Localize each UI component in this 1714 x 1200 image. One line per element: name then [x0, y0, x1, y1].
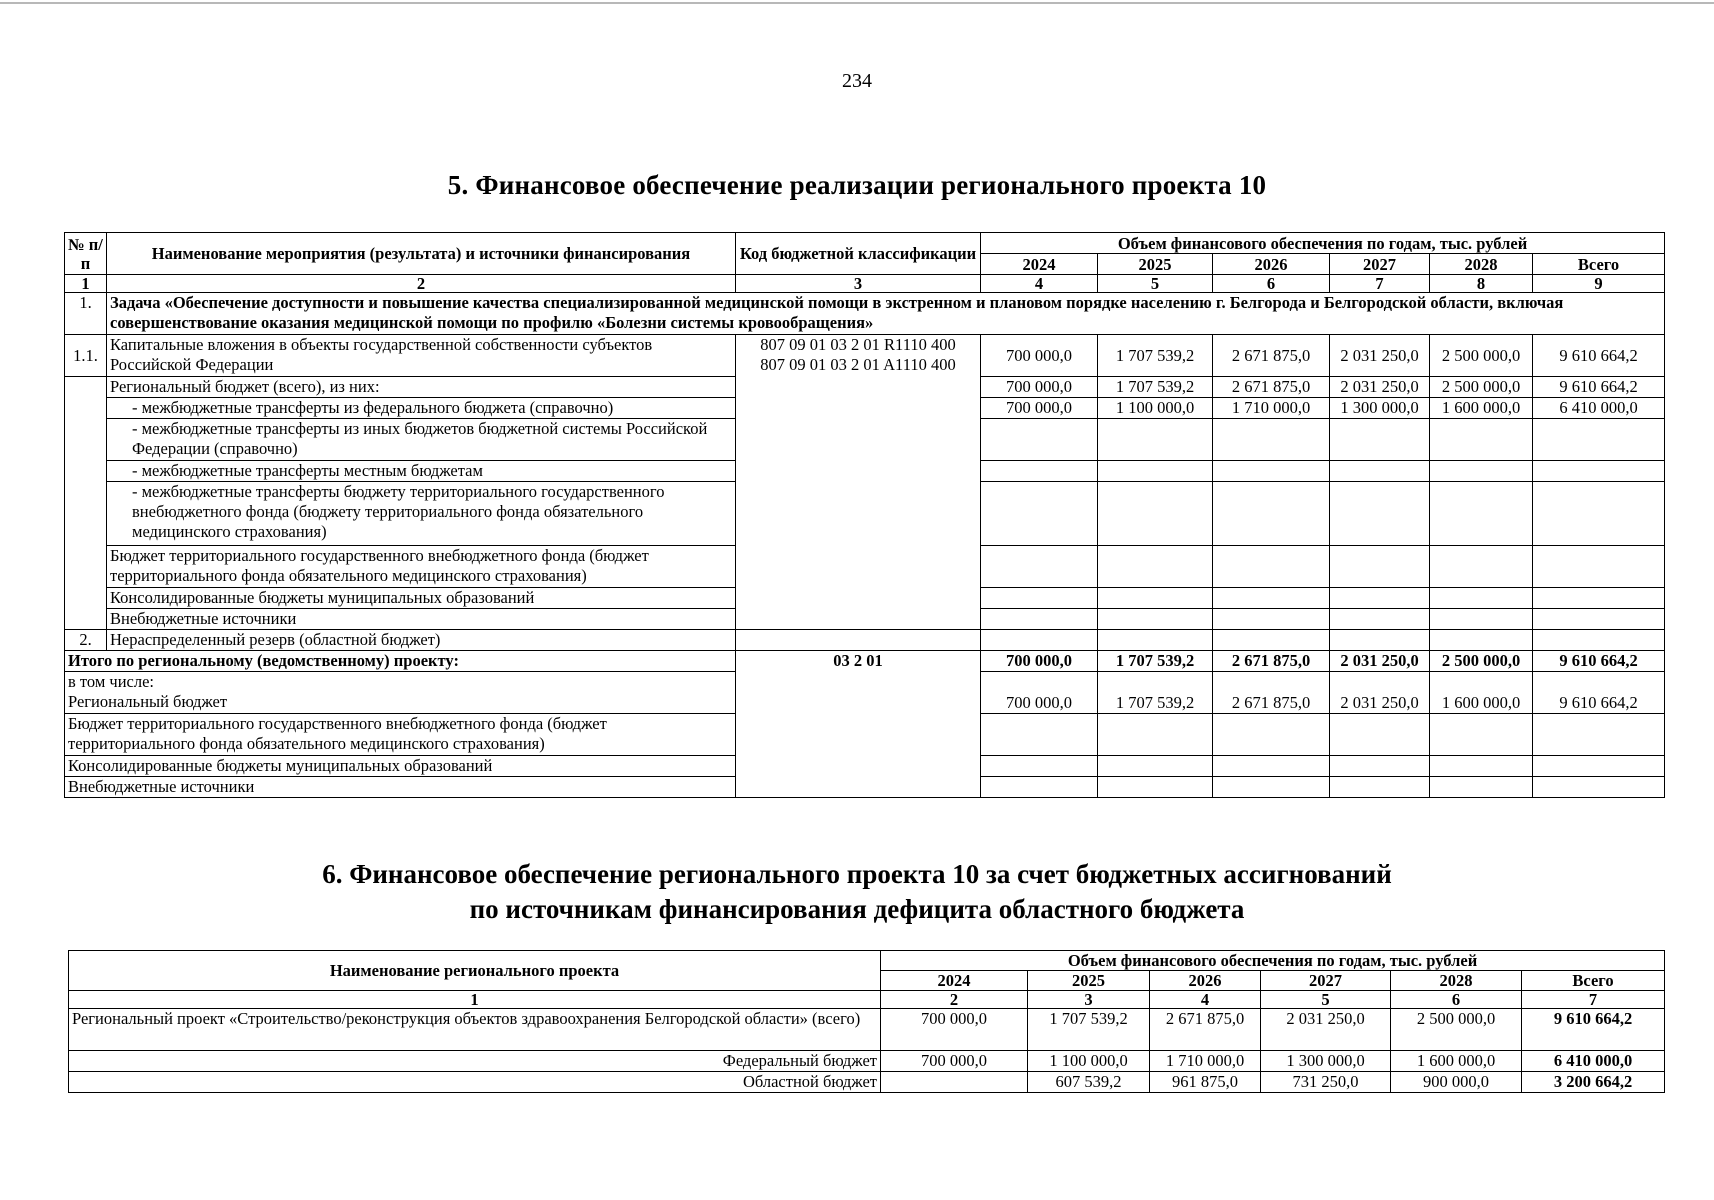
empty-cell — [736, 630, 981, 651]
value-cell: 2 031 250,0 — [1330, 335, 1430, 377]
column-index: 6 — [1213, 275, 1330, 293]
column-index: 8 — [1430, 275, 1533, 293]
row-label: Консолидированные бюджеты муниципальных образований — [107, 588, 736, 609]
empty-cell — [1430, 756, 1533, 777]
row-label: Региональный бюджет (всего), из них: — [107, 377, 736, 398]
empty-cell — [981, 630, 1098, 651]
empty-cell — [1213, 461, 1330, 482]
empty-cell — [1430, 588, 1533, 609]
value-cell: 700 000,0 — [981, 335, 1098, 377]
value-cell: 1 600 000,0 — [1430, 398, 1533, 419]
empty-cell — [1533, 777, 1665, 798]
value-cell: 731 250,0 — [1261, 1072, 1391, 1093]
task-text: Задача «Обеспечение доступности и повышение качества специализированной медицинской помощи в экстренном и плановом порядке населению г. Белгорода и Белгородской области, включая совершенствование оказания медицинской помощи по профилю «Болезни системы кровообращения» — [107, 293, 1665, 335]
empty-cell — [1098, 756, 1213, 777]
column-index: 6 — [1391, 991, 1522, 1009]
column-index: 3 — [736, 275, 981, 293]
empty-cell — [1213, 777, 1330, 798]
row-label: Бюджет территориального государственного внебюджетного фонда (бюджет территориального фонда обязательного медицинского страхования) — [65, 714, 736, 756]
empty-cell — [1213, 609, 1330, 630]
column-index: 9 — [1533, 275, 1665, 293]
empty-cell — [1533, 419, 1665, 461]
column-index: 2 — [881, 991, 1028, 1009]
total-value: 2 500 000,0 — [1430, 651, 1533, 672]
total-value: 700 000,0 — [981, 651, 1098, 672]
empty-cell — [1098, 714, 1213, 756]
value-cell: 9 610 664,2 — [1533, 335, 1665, 377]
total-value: 2 031 250,0 — [1330, 651, 1430, 672]
value-cell: 1 707 539,2 — [1098, 672, 1213, 714]
row-label: Внебюджетные источники — [107, 609, 736, 630]
empty-cell — [1533, 482, 1665, 546]
empty-cell — [1330, 461, 1430, 482]
value-cell: 1 707 539,2 — [1098, 335, 1213, 377]
empty-cell — [1330, 756, 1430, 777]
column-index: 2 — [107, 275, 736, 293]
value-cell: 2 671 875,0 — [1213, 377, 1330, 398]
value-cell: 900 000,0 — [1391, 1072, 1522, 1093]
empty-cell — [981, 609, 1098, 630]
column-index: 7 — [1330, 275, 1430, 293]
row-label: Бюджет территориального государственного внебюджетного фонда (бюджет территориального фонда обязательного медицинского страхования) — [107, 546, 736, 588]
empty-cell — [981, 777, 1098, 798]
total-value: 9 610 664,2 — [1533, 651, 1665, 672]
section5-table — [64, 232, 1665, 798]
row-label: - межбюджетные трансферты из иных бюджетов бюджетной системы Российской Федерации (справочно) — [107, 419, 736, 461]
header-total: Всего — [1522, 971, 1665, 991]
header-year: 2024 — [881, 971, 1028, 991]
total-label: Итого по региональному (ведомственному) проекту: — [65, 651, 736, 672]
value-cell: 1 300 000,0 — [1261, 1051, 1391, 1072]
header-year: 2027 — [1330, 254, 1430, 275]
row-label: - межбюджетные трансферты бюджету территориального государственного внебюджетного фонда (бюджету территориального фонда обязательного медицинского страхования) — [107, 482, 736, 546]
header-name: Наименование регионального проекта — [69, 951, 881, 991]
empty-cell — [981, 588, 1098, 609]
empty-cell — [1213, 419, 1330, 461]
column-index: 1 — [69, 991, 881, 1009]
column-index: 5 — [1098, 275, 1213, 293]
value-cell: 700 000,0 — [981, 377, 1098, 398]
header-name: Наименование мероприятия (результата) и источники финансирования — [107, 233, 736, 275]
value-cell: 2 671 875,0 — [1213, 335, 1330, 377]
header-total: Всего — [1533, 254, 1665, 275]
value-cell: 700 000,0 — [981, 398, 1098, 419]
value-cell: 1 600 000,0 — [1430, 672, 1533, 714]
empty-cell — [1430, 461, 1533, 482]
empty-cell — [1430, 630, 1533, 651]
empty-cell — [1330, 546, 1430, 588]
empty-cell — [1430, 714, 1533, 756]
empty-cell — [1098, 588, 1213, 609]
item-number: 1.1. — [65, 335, 107, 377]
budget-code-line: 807 09 01 03 2 01 R1110 400 — [760, 335, 956, 354]
header-year: 2026 — [1150, 971, 1261, 991]
header-year: 2026 — [1213, 254, 1330, 275]
empty-cell — [981, 419, 1098, 461]
value-cell — [881, 1072, 1028, 1093]
value-cell: 2 031 250,0 — [1330, 377, 1430, 398]
page-number: 234 — [842, 70, 872, 92]
column-index: 1 — [65, 275, 107, 293]
value-cell: 700 000,0 — [881, 1009, 1028, 1051]
header-year: 2025 — [1028, 971, 1150, 991]
value-cell: 9 610 664,2 — [1533, 377, 1665, 398]
empty-cell — [1213, 482, 1330, 546]
empty-cell — [1430, 609, 1533, 630]
column-index: 4 — [981, 275, 1098, 293]
value-cell: 1 710 000,0 — [1213, 398, 1330, 419]
value-cell: 700 000,0 — [981, 672, 1098, 714]
empty-cell — [1213, 714, 1330, 756]
empty-cell — [1098, 777, 1213, 798]
empty-cell — [1330, 630, 1430, 651]
reserve-number: 2. — [65, 630, 107, 651]
header-year: 2024 — [981, 254, 1098, 275]
empty-cell — [1098, 630, 1213, 651]
value-cell: 1 600 000,0 — [1391, 1051, 1522, 1072]
row-label: Внебюджетные источники — [65, 777, 736, 798]
value-cell: 1 100 000,0 — [1028, 1051, 1150, 1072]
value-cell: 2 671 875,0 — [1213, 672, 1330, 714]
empty-cell — [981, 461, 1098, 482]
value-cell: 9 610 664,2 — [1533, 672, 1665, 714]
total-value: 6 410 000,0 — [1522, 1051, 1665, 1072]
value-cell: 2 500 000,0 — [1430, 377, 1533, 398]
section6-table — [68, 950, 1665, 1093]
empty-cell — [1098, 482, 1213, 546]
section6-title — [0, 857, 1714, 927]
value-cell: 961 875,0 — [1150, 1072, 1261, 1093]
total-budget-code: 03 2 01 — [736, 651, 981, 798]
value-cell: 1 100 000,0 — [1098, 398, 1213, 419]
empty-cell — [981, 482, 1098, 546]
empty-cell — [1430, 777, 1533, 798]
value-cell: 607 539,2 — [1028, 1072, 1150, 1093]
project-label: Региональный проект «Строительство/реконструкция объектов здравоохранения Белгородской области» (всего) — [69, 1009, 881, 1051]
value-cell: 2 031 250,0 — [1261, 1009, 1391, 1051]
empty-cell — [981, 714, 1098, 756]
budget-code-line: 807 09 01 03 2 01 A1110 400 — [760, 355, 956, 374]
empty-cell — [1330, 419, 1430, 461]
value-cell: 2 500 000,0 — [1391, 1009, 1522, 1051]
section6-title-line: 6. Финансовое обеспечение регионального проекта 10 за счет бюджетных ассигнований — [322, 859, 1392, 889]
empty-cell — [1533, 630, 1665, 651]
scan-top-edge — [0, 2, 1714, 4]
header-year: 2028 — [1430, 254, 1533, 275]
section6-title-line: по источникам финансирования дефицита областного бюджета — [469, 894, 1245, 924]
value-cell: 1 707 539,2 — [1028, 1009, 1150, 1051]
item-budget-code — [736, 335, 981, 630]
empty-cell — [1098, 461, 1213, 482]
empty-cell — [1533, 588, 1665, 609]
total-value: 3 200 664,2 — [1522, 1072, 1665, 1093]
header-volume: Объем финансового обеспечения по годам, тыс. рублей — [881, 951, 1665, 971]
row-label: - межбюджетные трансферты из федерального бюджета (справочно) — [107, 398, 736, 419]
reserve-label: Нераспределенный резерв (областной бюджет) — [107, 630, 736, 651]
empty-cell — [1430, 546, 1533, 588]
value-cell: 6 410 000,0 — [1533, 398, 1665, 419]
empty-cell — [1098, 419, 1213, 461]
empty-cell — [1533, 714, 1665, 756]
value-cell: 700 000,0 — [881, 1051, 1028, 1072]
empty-cell — [981, 756, 1098, 777]
empty-cell — [1213, 630, 1330, 651]
total-value: 9 610 664,2 — [1522, 1009, 1665, 1051]
total-value: 2 671 875,0 — [1213, 651, 1330, 672]
value-cell: 2 671 875,0 — [1150, 1009, 1261, 1051]
header-code: Код бюджетной классификации — [736, 233, 981, 275]
empty-cell — [1098, 546, 1213, 588]
empty-cell — [1533, 461, 1665, 482]
blank-number-cell — [65, 377, 107, 630]
header-year: 2028 — [1391, 971, 1522, 991]
empty-cell — [981, 546, 1098, 588]
empty-cell — [1533, 756, 1665, 777]
empty-cell — [1098, 609, 1213, 630]
row-label: - межбюджетные трансферты местным бюджетам — [107, 461, 736, 482]
item-name: Капитальные вложения в объекты государственной собственности субъектов Российской Федерации — [107, 335, 736, 377]
empty-cell — [1533, 609, 1665, 630]
row-label: Консолидированные бюджеты муниципальных образований — [65, 756, 736, 777]
regional-budget-label: Областной бюджет — [69, 1072, 881, 1093]
header-year: 2025 — [1098, 254, 1213, 275]
value-cell: 2 500 000,0 — [1430, 335, 1533, 377]
header-year: 2027 — [1261, 971, 1391, 991]
empty-cell — [1533, 546, 1665, 588]
empty-cell — [1430, 482, 1533, 546]
empty-cell — [1330, 482, 1430, 546]
header-volume: Объем финансового обеспечения по годам, тыс. рублей — [981, 233, 1665, 254]
section5-title: 5. Финансовое обеспечение реализации регионального проекта 10 — [447, 170, 1267, 200]
empty-cell — [1213, 588, 1330, 609]
column-index: 7 — [1522, 991, 1665, 1009]
empty-cell — [1330, 714, 1430, 756]
including-caption: в том числе: — [68, 672, 155, 691]
column-index: 3 — [1028, 991, 1150, 1009]
empty-cell — [1213, 756, 1330, 777]
regional-budget-label: Региональный бюджет — [68, 692, 228, 711]
empty-cell — [1330, 588, 1430, 609]
value-cell: 1 300 000,0 — [1330, 398, 1430, 419]
header-num: № п/п — [65, 233, 107, 275]
column-index: 4 — [1150, 991, 1261, 1009]
value-cell: 1 710 000,0 — [1150, 1051, 1261, 1072]
value-cell: 1 707 539,2 — [1098, 377, 1213, 398]
total-value: 1 707 539,2 — [1098, 651, 1213, 672]
empty-cell — [1430, 419, 1533, 461]
empty-cell — [1330, 777, 1430, 798]
column-index: 5 — [1261, 991, 1391, 1009]
value-cell: 2 031 250,0 — [1330, 672, 1430, 714]
task-number: 1. — [65, 293, 107, 335]
empty-cell — [1213, 546, 1330, 588]
including-label — [65, 672, 736, 714]
federal-budget-label: Федеральный бюджет — [69, 1051, 881, 1072]
empty-cell — [1330, 609, 1430, 630]
